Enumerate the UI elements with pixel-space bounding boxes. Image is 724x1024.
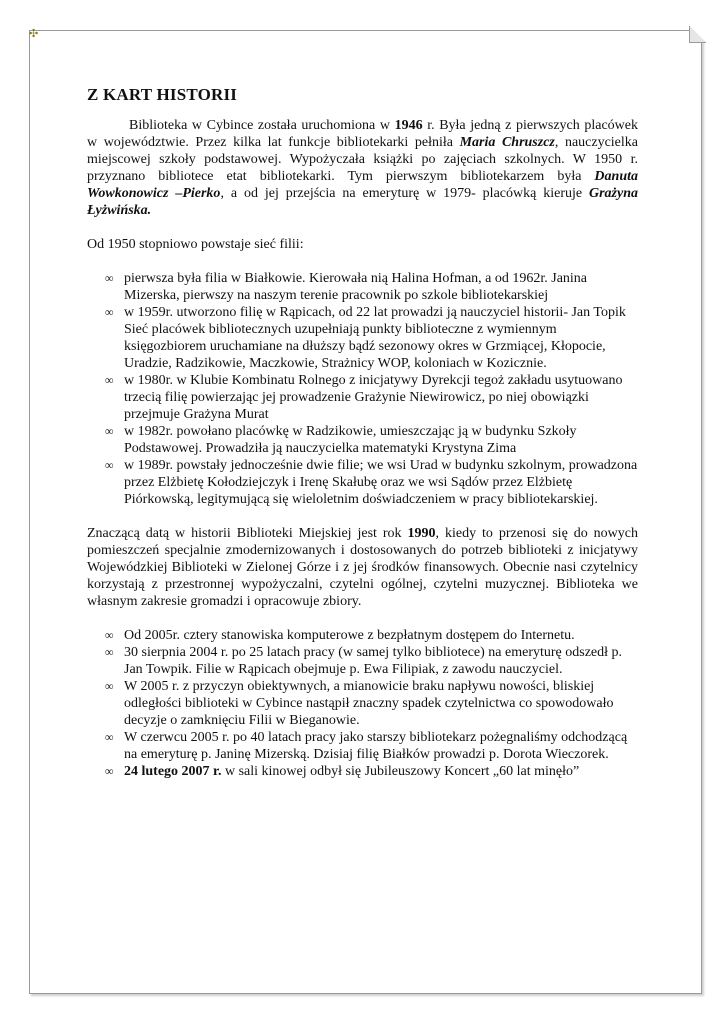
list-item-text: w sali kinowej odbył się Jubileuszowy Koncert „60 lat minęło” [221, 764, 580, 779]
list-item-note: Sieć placówek bibliotecznych uzupełniają punkty biblioteczne z wymiennym księgozbiorem uruchamiane na dłuższy bądź sezonowy okres w Grzmiącej, Kłopocie, Uradzie, Radzikowie, Maczkowie, Strażnicy WOP, koloniach w Kozicznie. [124, 322, 606, 371]
list-item-text: w 1959r. utworzono filię w Rąpicach, od 22 lat prowadzi ją nauczyciel historii- Jan Topik [124, 305, 626, 320]
event-date: 24 lutego 2007 r. [124, 764, 222, 779]
intro-paragraph [87, 117, 638, 219]
intro-text-2: r. Była jedną z pierwszych placówek w województwie. Przez kilka lat funkcje bibliotekarki pełniła [87, 118, 638, 150]
list-item [87, 457, 638, 508]
infinity-bullet-icon: ∞ [105, 305, 114, 319]
infinity-bullet-icon: ∞ [105, 458, 114, 472]
intro-year: 1946 [394, 118, 423, 133]
branches-intro: Od 1950 stopniowo powstaje sieć filii: [87, 237, 304, 252]
branches-list [87, 270, 638, 508]
intro-text-3: , nauczycielka miejscowej szkoły podstawowej. Wypożyczała książki po zajęciach szkolnych. W 1950 r. przyznano bibliotece etat bibliotekarki. Tym pierwszym bibliotekarzem była [87, 135, 638, 184]
infinity-bullet-icon: ∞ [105, 764, 114, 778]
page-curl-corner [689, 26, 706, 43]
paragraph-1990-text-1: Znaczącą datą w historii Biblioteki Miejskiej jest rok [87, 526, 408, 541]
list-item [87, 304, 638, 372]
events-list [87, 627, 638, 780]
infinity-bullet-icon: ∞ [105, 424, 114, 438]
list-item [87, 270, 638, 304]
list-item-text: Od 2005r. cztery stanowiska komputerowe z bezpłatnym dostępem do Internetu. [124, 628, 575, 643]
paragraph-1990-text-2: , kiedy to przenosi się do nowych pomieszczeń specjalnie zmodernizowanych i dostosowanych do potrzeb biblioteki z inicjatywy Wojewódzkiej Biblioteki w Zielonej Górze i z jej środków finansowych. Obecnie nasi czytelnicy korzystają z przestronnej wypożyczalni, czytelni ogólnej, czytelni muzycznej. Biblioteka we własnym zakresie gromadzi i opracowuje zbiory. [87, 526, 639, 609]
list-item [87, 627, 638, 644]
list-item [87, 644, 638, 678]
intro-name-1: Maria Chruszcz [459, 135, 555, 150]
intro-name-2: Danuta Wowkonowicz –Pierko [87, 169, 638, 201]
infinity-bullet-icon: ∞ [105, 730, 114, 744]
intro-name-3: Grażyna Łyżwińska. [87, 186, 639, 218]
list-item [87, 729, 638, 763]
intro-text-1: Biblioteka w Cybince została uruchomiona w [129, 118, 395, 133]
infinity-bullet-icon: ∞ [105, 271, 114, 285]
list-item [87, 372, 638, 423]
list-item-text: w 1989r. powstały jednocześnie dwie filie; we wsi Urad w budynku szkolnym, prowadzona przez Elżbietę Kołodziejczyk i Irenę Skałubę oraz we wsi Sądów przez Elżbietę Piórkowską, legitymującą się wieloletnim doświadczeniem w pracy bibliotekarskiej. [124, 458, 638, 507]
list-item-text: pierwsza była filia w Białkowie. Kierowała nią Halina Hofman, a od 1962r. Janina Mizerska, pierwszy na naszym terenie pracownik po szkole bibliotekarskiej [124, 271, 588, 303]
infinity-bullet-icon: ∞ [105, 679, 114, 693]
list-item-text: 30 sierpnia 2004 r. po 25 latach pracy (w samej tylko bibliotece) na emeryturę odszedł p. Jan Towpik. Filie w Rąpicach obejmuje p. Ewa Filipiak, z zawodu nauczyciel. [124, 645, 623, 677]
list-item [87, 763, 638, 780]
infinity-bullet-icon: ∞ [105, 373, 114, 387]
paragraph-1990 [87, 525, 638, 610]
intro-text-4: , a od jej przejścia na emeryturę w 1979- placówką kieruje [220, 186, 589, 201]
document-content [87, 86, 638, 780]
paragraph-1990-year: 1990 [407, 526, 436, 541]
list-item [87, 423, 638, 457]
infinity-bullet-icon: ∞ [105, 628, 114, 642]
list-item-text: w 1980r. w Klubie Kombinatu Rolnego z inicjatywy Dyrekcji tegoż zakładu usytuowano trzecią filię powierzając jej prowadzenie Grażynie Niewirowicz, po niej obowiązki przejmuje Grażyna Murat [124, 373, 623, 422]
list-item-text: W 2005 r. z przyczyn obiektywnych, a mianowicie braku napływu nowości, bliskiej odległości biblioteki w Cybince nastąpił znaczny spadek czytelnictwa co spowodowało decyzje o zamknięciu Filii w Bieganowie. [124, 679, 614, 728]
list-item-text: W czerwcu 2005 r. po 40 latach pracy jako starszy bibliotekarz pożegnaliśmy odchodzącą na emeryturę p. Janinę Mizerską. Dzisiaj filię Białków prowadzi p. Dorota Wieczorek. [124, 730, 628, 762]
list-item-text: w 1982r. powołano placówkę w Radzikowie, umieszczając ją w budynku Szkoły Podstawowej. Prowadziła ją nauczycielka matematyki Krystyna Zima [124, 424, 577, 456]
page-title: Z KART HISTORII [87, 85, 238, 104]
list-item [87, 678, 638, 729]
infinity-bullet-icon: ∞ [105, 645, 114, 659]
corner-marker-icon: ✣ [29, 28, 39, 40]
